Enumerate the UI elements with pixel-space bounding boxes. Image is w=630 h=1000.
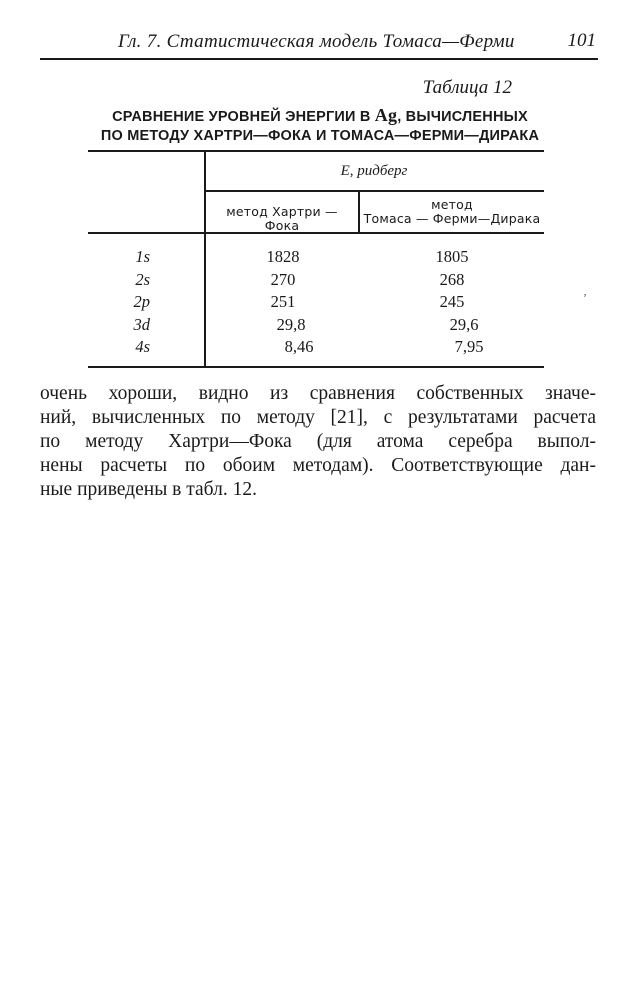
table-top-rule: [88, 150, 544, 152]
row-level: 3d: [133, 315, 150, 334]
column-header-tfd-line1: метод: [431, 197, 473, 212]
chapter-title: Гл. 7. Статистическая модель Томаса—Ферми: [118, 31, 515, 52]
row-level: 2p: [133, 292, 150, 311]
row-hf-value: 251: [270, 292, 296, 311]
row-tfd-value: 1805: [435, 247, 469, 266]
body-line: очень хороши, видно из сравнения собственных значе-: [40, 383, 596, 404]
body-line: нены расчеты по обоим методам). Соответствующие дан-: [40, 455, 596, 476]
caption-element-symbol: Ag: [374, 105, 398, 125]
caption-text-a: СРАВНЕНИЕ УРОВНЕЙ ЭНЕРГИИ В: [112, 109, 375, 125]
column-header-tfd-line2: Томаса — Ферми—Дирака: [363, 211, 541, 226]
row-level: 2s: [135, 270, 150, 289]
body-line: по методу Хартри—Фока (для атома серебра выпол-: [40, 431, 596, 452]
row-hf-value: 270: [270, 270, 296, 289]
caption-text-b: , ВЫЧИСЛЕННЫХ: [397, 109, 528, 125]
energy-table: [88, 150, 544, 368]
energy-unit-header: E, ридберг: [340, 163, 408, 179]
row-tfd-value: 268: [439, 270, 465, 289]
row-level: 4s: [135, 337, 150, 356]
body-line: ные приведены в табл. 12.: [40, 479, 257, 500]
row-tfd-value: 245: [439, 292, 465, 311]
row-level: 1s: [135, 247, 150, 266]
row-hf-value: 1828: [266, 247, 300, 266]
row-tfd-value: 29,6: [449, 315, 479, 334]
page-number: 101: [567, 30, 596, 51]
stray-mark: ʼ: [583, 291, 587, 305]
table-label: Таблица 12: [422, 77, 512, 98]
column-header-hartree-fock: метод Хартри — Фока: [226, 204, 338, 233]
row-hf-value: 29,8: [276, 315, 306, 334]
table-bottom-rule: [88, 366, 544, 368]
table-caption: [80, 106, 560, 146]
caption-text-line2: ПО МЕТОДУ ХАРТРИ—ФОКА И ТОМАСА—ФЕРМИ—ДИРАКА: [100, 128, 540, 144]
body-paragraph: [40, 382, 596, 502]
row-hf-value: 8,46: [284, 337, 314, 356]
running-head: [40, 30, 598, 60]
column-header-thomas-fermi-dirac: [360, 198, 544, 226]
row-tfd-value: 7,95: [454, 337, 484, 356]
body-line: ний, вычисленных по методу [21], с результатами расчета: [40, 407, 596, 428]
table-subheader-rule: [206, 190, 544, 192]
